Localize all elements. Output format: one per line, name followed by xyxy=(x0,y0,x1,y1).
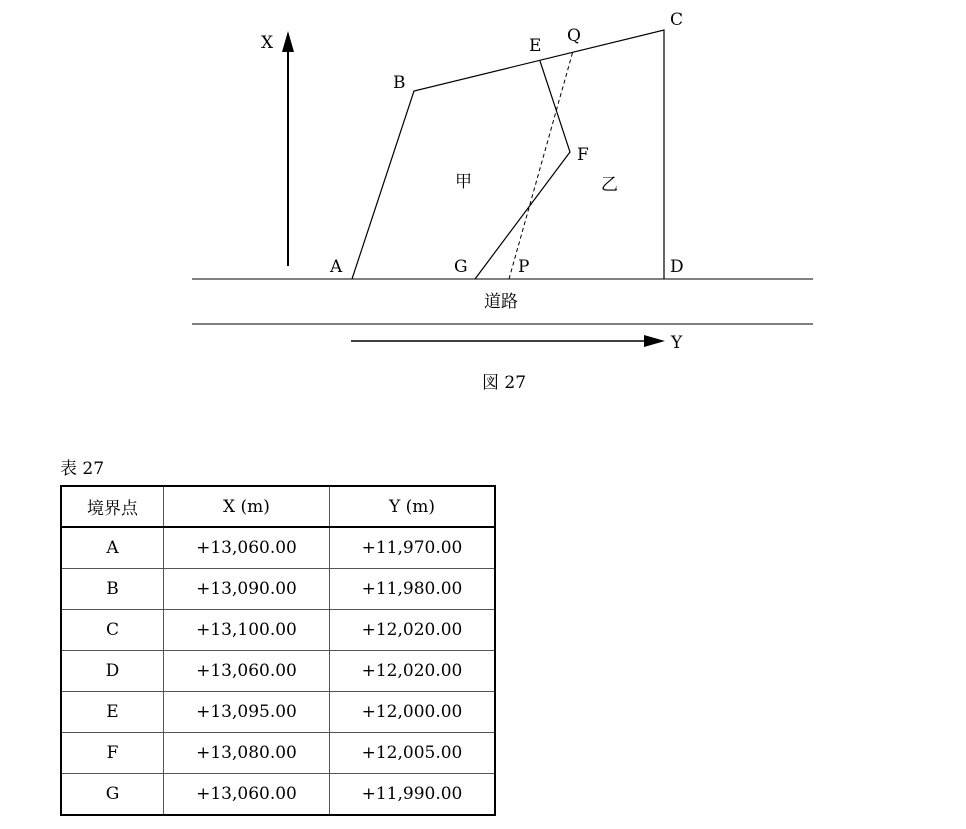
cell-x: +13,095.00 xyxy=(164,692,330,733)
point-label-p: P xyxy=(518,257,530,277)
cell-x: +13,060.00 xyxy=(164,651,330,692)
point-label-f: F xyxy=(577,145,589,165)
table-row xyxy=(61,733,495,774)
cell-y: +12,000.00 xyxy=(330,692,496,733)
table-row xyxy=(61,527,495,569)
dividing-line-efg xyxy=(475,61,570,279)
cell-point: F xyxy=(61,733,164,774)
parcel-label-otsu: 乙 xyxy=(601,175,618,195)
cell-y: +12,020.00 xyxy=(330,610,496,651)
cell-point: B xyxy=(61,569,164,610)
table-row xyxy=(61,569,495,610)
cell-y: +11,990.00 xyxy=(330,774,496,816)
cell-y: +11,980.00 xyxy=(330,569,496,610)
boundary-point-table xyxy=(60,485,496,816)
cell-point: A xyxy=(61,527,164,569)
table-row xyxy=(61,651,495,692)
point-label-a: A xyxy=(330,257,343,277)
table-caption: 表 27 xyxy=(60,459,105,479)
cell-x: +13,060.00 xyxy=(164,774,330,816)
y-axis-arrow-head xyxy=(644,335,665,347)
header-x: X (m) xyxy=(164,486,330,527)
cell-y: +12,020.00 xyxy=(330,651,496,692)
boundary-diagram xyxy=(0,0,966,410)
cell-x: +13,080.00 xyxy=(164,733,330,774)
point-label-d: D xyxy=(670,257,684,277)
cell-point: G xyxy=(61,774,164,816)
figure-caption: 図 27 xyxy=(482,373,527,393)
point-label-c: C xyxy=(670,10,684,30)
x-axis-label: X xyxy=(261,33,274,53)
x-axis-arrow-head xyxy=(282,31,294,52)
road-label: 道路 xyxy=(484,292,518,312)
outer-boundary xyxy=(352,30,664,279)
header-y: Y (m) xyxy=(330,486,496,527)
parcel-label-kou: 甲 xyxy=(455,172,472,192)
cell-point: C xyxy=(61,610,164,651)
header-boundary-point: 境界点 xyxy=(61,486,164,527)
point-label-e: E xyxy=(529,36,542,56)
cell-x: +13,100.00 xyxy=(164,610,330,651)
point-label-q: Q xyxy=(567,26,581,46)
table-row xyxy=(61,610,495,651)
cell-y: +12,005.00 xyxy=(330,733,496,774)
cell-x: +13,090.00 xyxy=(164,569,330,610)
table-row xyxy=(61,774,495,816)
y-axis-label: Y xyxy=(671,333,683,353)
table-row xyxy=(61,692,495,733)
point-label-b: B xyxy=(393,73,406,93)
cell-y: +11,970.00 xyxy=(330,527,496,569)
cell-x: +13,060.00 xyxy=(164,527,330,569)
dashed-line-pq xyxy=(509,51,573,279)
point-label-g: G xyxy=(454,257,468,277)
table-header-row xyxy=(61,486,495,527)
cell-point: E xyxy=(61,692,164,733)
cell-point: D xyxy=(61,651,164,692)
